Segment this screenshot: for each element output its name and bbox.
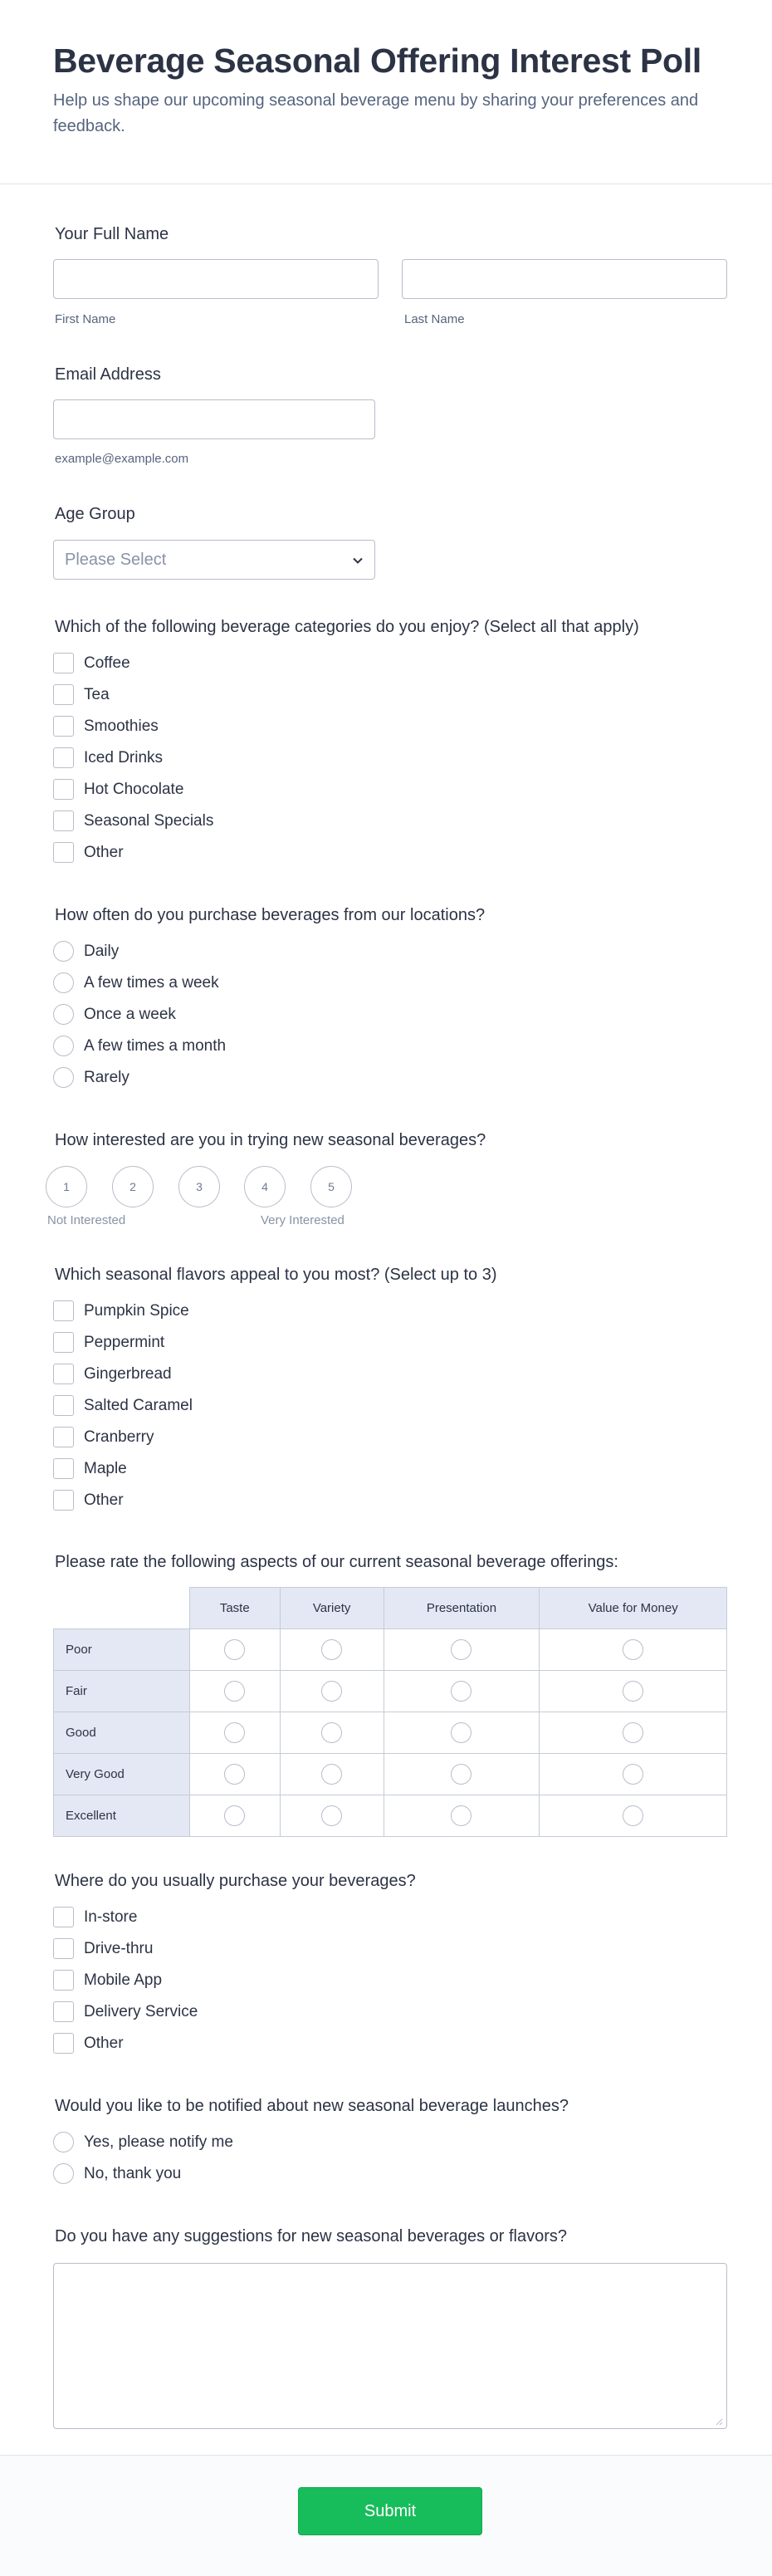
age-group-select[interactable] — [53, 540, 375, 580]
matrix-radio[interactable] — [623, 1764, 643, 1785]
matrix-radio[interactable] — [321, 1722, 342, 1743]
frequency-label: How often do you purchase beverages from our locations? — [55, 906, 486, 924]
matrix-row — [54, 1712, 727, 1754]
matrix-radio[interactable] — [321, 1805, 342, 1826]
matrix-radio[interactable] — [224, 1681, 245, 1702]
matrix-radio[interactable] — [623, 1639, 643, 1660]
email-sublabel: example@example.com — [55, 452, 189, 466]
first-name-sublabel: First Name — [55, 312, 116, 326]
matrix-column-header: Presentation — [384, 1588, 540, 1629]
matrix-corner — [54, 1588, 190, 1629]
submit-button[interactable]: Submit — [298, 2487, 482, 2535]
rating-label: Please rate the following aspects of our current seasonal beverage offerings: — [55, 1553, 618, 1571]
matrix-radio[interactable] — [321, 1764, 342, 1785]
last-name-input[interactable] — [402, 259, 727, 299]
matrix-radio[interactable] — [321, 1639, 342, 1660]
form-footer — [0, 2455, 772, 2576]
matrix-radio[interactable] — [623, 1681, 643, 1702]
matrix-radio[interactable] — [451, 1639, 472, 1660]
scale-option-3[interactable]: 3 — [178, 1166, 220, 1207]
radio-button[interactable] — [53, 1004, 74, 1025]
checkbox[interactable] — [53, 747, 74, 768]
radio-button[interactable] — [53, 1067, 74, 1088]
matrix-radio[interactable] — [623, 1722, 643, 1743]
age-group-placeholder: Please Select — [65, 551, 167, 569]
checkbox[interactable] — [53, 1458, 74, 1479]
suggestions-label: Do you have any suggestions for new seasonal beverages or flavors? — [55, 2227, 568, 2245]
radio-button[interactable] — [53, 2163, 74, 2184]
scale-option-2[interactable]: 2 — [112, 1166, 154, 1207]
scale-max-label: Very Interested — [261, 1213, 344, 1227]
matrix-row-header: Good — [54, 1712, 190, 1754]
matrix-radio[interactable] — [623, 1805, 643, 1826]
matrix-radio[interactable] — [451, 1805, 472, 1826]
interest-label: How interested are you in trying new seasonal beverages? — [55, 1131, 486, 1149]
rating-matrix — [53, 1587, 727, 1837]
flavors-label: Which seasonal flavors appeal to you most? (Select up to 3) — [55, 1266, 497, 1284]
matrix-radio[interactable] — [224, 1722, 245, 1743]
resize-grip-icon[interactable] — [715, 2417, 723, 2426]
scale-min-label: Not Interested — [47, 1213, 126, 1227]
matrix-row — [54, 1671, 727, 1712]
checkbox[interactable] — [53, 2033, 74, 2054]
checkbox[interactable] — [53, 1938, 74, 1959]
form-title: Beverage Seasonal Offering Interest Poll — [53, 42, 701, 80]
checkbox[interactable] — [53, 1364, 74, 1384]
purchase-place-label: Where do you usually purchase your beverages? — [55, 1872, 416, 1890]
scale-option-1[interactable]: 1 — [46, 1166, 87, 1207]
matrix-row — [54, 1795, 727, 1837]
checkbox[interactable] — [53, 1490, 74, 1511]
checkbox[interactable] — [53, 1427, 74, 1447]
checkbox[interactable] — [53, 1395, 74, 1416]
suggestions-textarea[interactable] — [53, 2263, 727, 2429]
matrix-radio[interactable] — [321, 1681, 342, 1702]
matrix-radio[interactable] — [224, 1639, 245, 1660]
last-name-sublabel: Last Name — [404, 312, 465, 326]
age-group-label: Age Group — [55, 505, 135, 523]
checkbox[interactable] — [53, 811, 74, 831]
matrix-column-header: Variety — [280, 1588, 384, 1629]
matrix-radio[interactable] — [451, 1764, 472, 1785]
scale-option-5[interactable]: 5 — [310, 1166, 352, 1207]
matrix-radio[interactable] — [451, 1722, 472, 1743]
notify-label: Would you like to be notified about new seasonal beverage launches? — [55, 2097, 569, 2115]
checkbox[interactable] — [53, 2001, 74, 2022]
full-name-label: Your Full Name — [55, 225, 169, 243]
matrix-radio[interactable] — [224, 1764, 245, 1785]
checkbox[interactable] — [53, 653, 74, 673]
checkbox[interactable] — [53, 842, 74, 863]
matrix-radio[interactable] — [224, 1805, 245, 1826]
checkbox[interactable] — [53, 716, 74, 737]
email-label: Email Address — [55, 365, 161, 384]
categories-label: Which of the following beverage categories do you enjoy? (Select all that apply) — [55, 618, 639, 636]
matrix-column-header: Value for Money — [540, 1588, 727, 1629]
checkbox[interactable] — [53, 779, 74, 800]
scale-option-4[interactable]: 4 — [244, 1166, 286, 1207]
matrix-row-header: Fair — [54, 1671, 190, 1712]
checkbox[interactable] — [53, 1332, 74, 1353]
form-description: Help us shape our upcoming seasonal beverage menu by sharing your preferences and feedback. — [53, 91, 699, 135]
first-name-input[interactable] — [53, 259, 379, 299]
radio-button[interactable] — [53, 2132, 74, 2152]
radio-button[interactable] — [53, 1036, 74, 1056]
checkbox[interactable] — [53, 1300, 74, 1321]
matrix-radio[interactable] — [451, 1681, 472, 1702]
email-input[interactable] — [53, 399, 375, 439]
checkbox[interactable] — [53, 684, 74, 705]
chevron-down-icon — [351, 554, 364, 567]
form-page: Beverage Seasonal Offering Interest Poll Help us shape our upcoming seasonal beverage menu by sharing your preferences and feedback. Your Full Name First Name Last Name Email Address example@example.com Age Group Please Select Which of the following beverage categories do you enjoy? (Select all that apply) Coffee Tea Smoothies Iced Drinks Hot Chocolate Seasonal Specials Other How often do you purchase beverages from our locations? Daily A few times a week Once a week A few times a month Rarely How interested are you in trying new seasonal beverages? 1 2 3 4 5 Not Interested Very Interested Which seasonal flavors appeal to you most? (Select up to 3) Pumpkin Spice Peppermint Gingerbread Salted Caramel Cranberry Maple Other Please rate the following aspects of our current seasonal beverage offerings: Taste Variety Presentation Value for Money Poor Fair Good Very Good Excellent Where do you usually purchase your beverages? In-store Drive-thru Mobile App Delivery Service Other Would you like to be notified about new seasonal beverage launches? Yes, please notify me No, thank you Do you have any suggestions for new seasonal beverages or flavors? Submit — [0, 0, 772, 2576]
form-header — [0, 0, 772, 184]
checkbox[interactable] — [53, 1970, 74, 1991]
radio-button[interactable] — [53, 941, 74, 962]
checkbox[interactable] — [53, 1907, 74, 1927]
matrix-row-header: Poor — [54, 1629, 190, 1671]
matrix-row — [54, 1754, 727, 1795]
matrix-row — [54, 1629, 727, 1671]
matrix-row-header: Very Good — [54, 1754, 190, 1795]
radio-button[interactable] — [53, 972, 74, 993]
matrix-column-header: Taste — [189, 1588, 280, 1629]
matrix-row-header: Excellent — [54, 1795, 190, 1837]
